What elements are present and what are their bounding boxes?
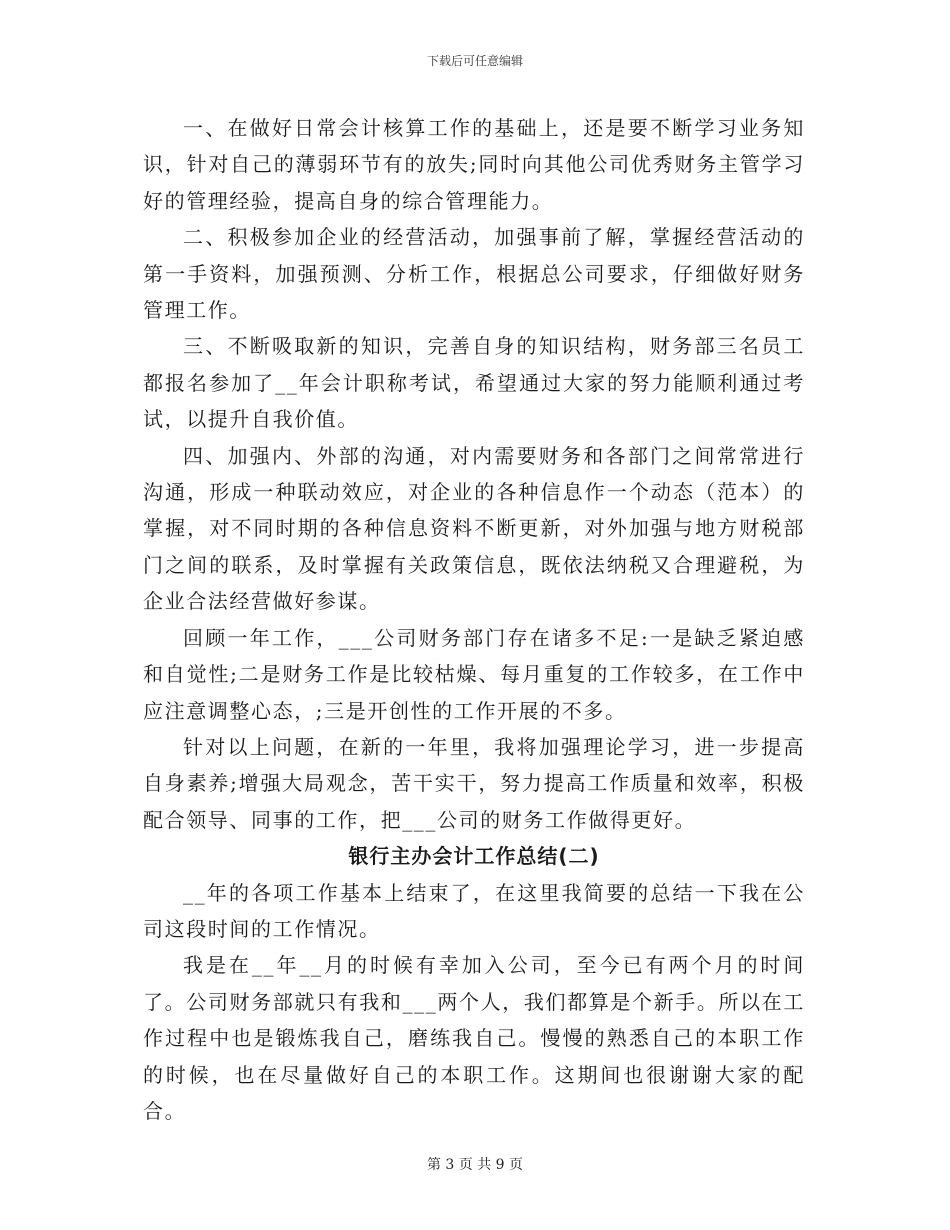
- paragraph-7: __年的各项工作基本上结束了，在这里我简要的总结一下我在公司这段时间的工作情况。: [143, 880, 805, 941]
- document-body: [143, 110, 805, 1129]
- paragraph-2: 二、积极参加企业的经营活动，加强事前了解，掌握经营活动的第一手资料，加强预测、分析工作，根据总公司要求，仔细做好财务管理工作。: [143, 225, 805, 323]
- page-footer: 第 3 页 共 9 页: [426, 1157, 524, 1173]
- paragraph-6: 针对以上问题，在新的一年里，我将加强理论学习，进一步提高自身素养;增强大局观念，苦干实干，努力提高工作质量和效率，积极配合领导、同事的工作，把___公司的财务工作做得更好。: [143, 734, 805, 832]
- paragraph-5: 回顾一年工作，___公司财务部门存在诸多不足:一是缺乏紧迫感和自觉性;二是财务工作是比较枯燥、每月重复的工作较多，在工作中应注意调整心态，;三是开创性的工作开展的不多。: [143, 625, 805, 723]
- page-header: 下载后可任意编辑: [426, 54, 523, 68]
- section-title: 银行主办会计工作总结(二): [348, 844, 600, 869]
- paragraph-3: 三、不断吸取新的知识，完善自身的知识结构，财务部三名员工都报名参加了__年会计职称考试，希望通过大家的努力能顺利通过考试，以提升自我价值。: [143, 334, 805, 432]
- paragraph-4: 四、加强内、外部的沟通，对内需要财务和各部门之间常常进行沟通，形成一种联动效应，对企业的各种信息作一个动态（范本）的掌握，对不同时期的各种信息资料不断更新，对外加强与地方财税部门之间的联系，及时掌握有关政策信息，既依法纳税又合理避税，为企业合法经营做好参谋。: [143, 443, 805, 614]
- paragraph-1: 一、在做好日常会计核算工作的基础上，还是要不断学习业务知识，针对自己的薄弱环节有的放失;同时向其他公司优秀财务主管学习好的管理经验，提高自身的综合管理能力。: [143, 116, 805, 213]
- paragraph-8: 我是在__年__月的时候有幸加入公司，至今已有两个月的时间了。公司财务部就只有我和___两个人，我们都算是个新手。所以在工作过程中也是锻炼我自己，磨练我自己。慢慢的熟悉自己的本职工作的时候，也在尽量做好自己的本职工作。这期间也很谢谢大家的配合。: [143, 953, 805, 1123]
